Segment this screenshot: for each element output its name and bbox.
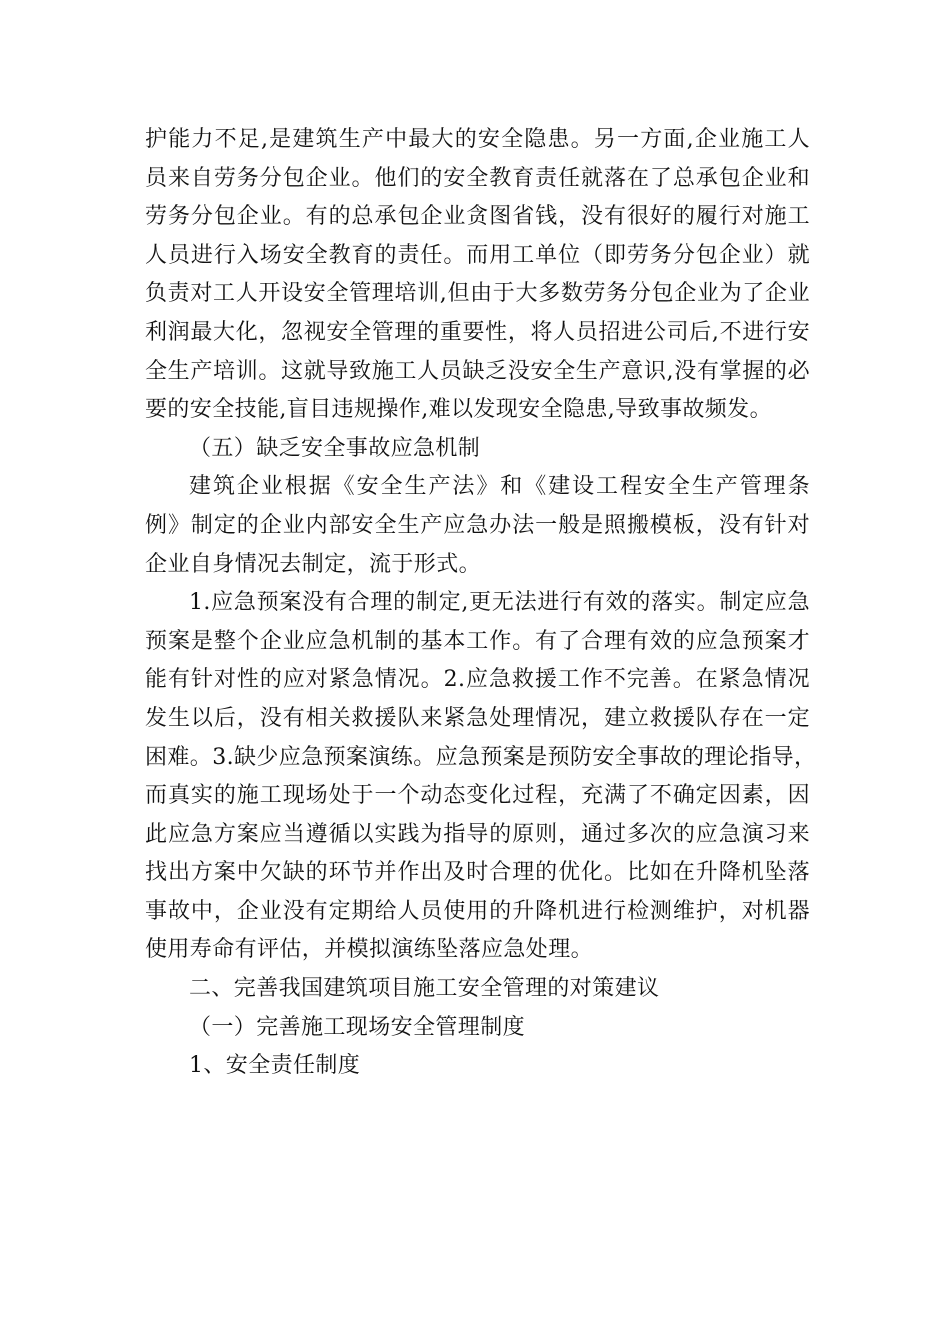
text-line: 护能力不足,是建筑生产中最大的安全隐患。另一方面,企业施工人 [145, 127, 810, 152]
paragraph-labor-safety [145, 121, 810, 430]
text-line: 困难。3.缺少应急预案演练。应急预案是预防安全事故的理论指导， [145, 744, 817, 770]
text-line: 事故中，企业没有定期给人员使用的升降机进行检测维护，对机器 [145, 898, 810, 924]
text-line: 此应急方案应当遵循以实践为指导的原则，通过多次的应急演习来 [145, 821, 810, 847]
text-line: 能有针对性的应对紧急情况。2.应急救援工作不完善。在紧急情况 [145, 667, 810, 693]
text-line: 要的安全技能,盲目违规操作,难以发现安全隐患,导致事故频发。 [145, 397, 772, 423]
text-line: 而真实的施工现场处于一个动态变化过程，充满了不确定因素，因 [145, 783, 810, 809]
paragraph-emergency-plan-issues [145, 584, 817, 970]
paragraph-emergency-regulations [145, 468, 810, 584]
text-line: 人员进行入场安全教育的责任。而用工单位（即劳务分包企业）就 [145, 242, 810, 268]
text-line: 1.应急预案没有合理的制定,更无法进行有效的落实。制定应急 [189, 590, 810, 616]
text-line: 找出方案中欠缺的环节并作出及时合理的优化。比如在升降机坠落 [145, 860, 810, 886]
text-line: 利润最大化，忽视安全管理的重要性，将人员招进公司后,不进行安 [145, 319, 810, 345]
subsection-heading-responsibility: 1、安全责任制度 [189, 1053, 361, 1079]
text-line: 例》制定的企业内部安全生产应急办法一般是照搬模板，没有针对 [145, 512, 810, 538]
text-line: 预案是整个企业应急机制的基本工作。有了合理有效的应急预案才 [145, 628, 810, 654]
text-line: 员来自劳务分包企业。他们的安全教育责任就落在了总承包企业和 [145, 165, 810, 191]
section-heading-site-management: （一）完善施工现场安全管理制度 [189, 1014, 526, 1040]
text-line: 劳务分包企业。有的总承包企业贪图省钱，没有很好的履行对施工 [145, 204, 810, 230]
text-line: 建筑企业根据《安全生产法》和《建设工程安全生产管理条 [189, 474, 810, 500]
chapter-heading-countermeasures: 二、完善我国建筑项目施工安全管理的对策建议 [189, 976, 660, 1002]
text-line: 使用寿命有评估，并模拟演练坠落应急处理。 [145, 937, 594, 963]
text-line: 企业自身情况去制定，流于形式。 [145, 551, 482, 577]
document-body [145, 121, 817, 1086]
text-line: 全生产培训。这就导致施工人员缺乏没安全生产意识,没有掌握的必 [145, 358, 810, 384]
text-line: 负责对工人开设安全管理培训,但由于大多数劳务分包企业为了企业 [145, 281, 810, 307]
section-heading-emergency-mechanism: （五）缺乏安全事故应急机制 [189, 435, 481, 461]
text-line: 发生以后，没有相关救援队来紧急处理情况，建立救援队存在一定 [145, 705, 810, 731]
